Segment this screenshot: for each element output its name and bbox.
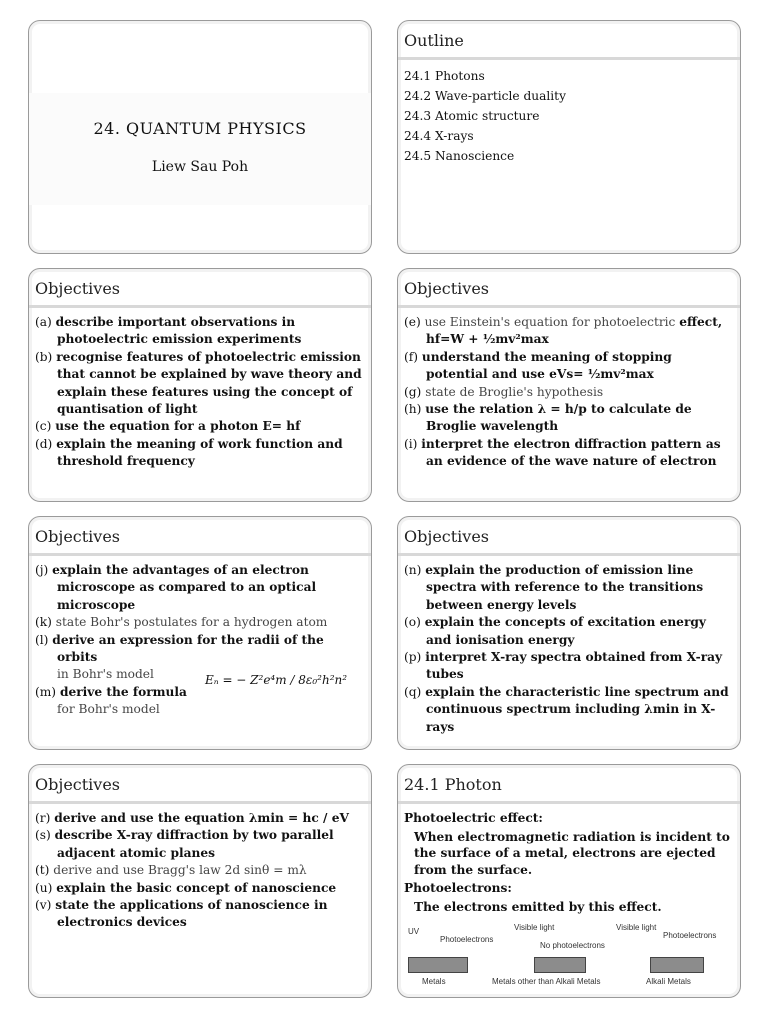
objective-list [398,556,740,736]
metal-block-3 [650,957,704,973]
objective-item: (g) state de Broglie's hypothesis [404,384,604,399]
main-title: 24. QUANTUM PHYSICS [93,119,307,138]
objective-item: (n) explain the production of emission line spectra with reference to the transitions between energy levels [404,563,704,612]
objective-item: (t) derive and use Bragg's law 2d sinθ = mλ [35,863,307,878]
slide-title: Objectives [35,775,121,794]
objective-item: (p) interpret X-ray spectra obtained from X-ray tubes [404,650,723,682]
slide-title: 24.1 Photon [404,775,502,794]
outline-item: 24.1 Photons [404,69,485,83]
objective-list [398,308,740,471]
objective-item: (d) explain the meaning of work function and threshold frequency [35,436,343,469]
metal-block-1 [408,957,468,973]
outline-item: 24.2 Wave-particle duality [404,89,566,103]
slide-objectives-2 [397,268,741,502]
slide-header [398,269,740,308]
outline-item: 24.5 Nanoscience [404,149,515,163]
photoelectrons-label: Photoelectrons [440,935,494,944]
photoelectrons-heading: Photoelectrons: [404,881,512,895]
objective-item: (e) use Einstein's equation for photoelectric effect, hf=W + ½mv²max [404,315,723,347]
slide-objectives-4 [397,516,741,750]
objective-item: (o) explain the concepts of excitation energy and ionisation energy [404,615,706,647]
visible-light-label: Visible light [514,923,555,932]
slide-header [398,765,740,804]
objective-item: (c) use the equation for a photon E= hf [35,419,301,434]
slide-header [29,765,371,804]
objective-item: (k) state Bohr's postulates for a hydrogen atom [35,615,328,630]
slide-title: Objectives [35,527,121,546]
slide-title: Objectives [35,279,121,298]
objective-item: (f) understand the meaning of stopping potential and use eVs= ½mv²max [404,349,672,382]
metals-other-label: Metals other than Alkali Metals [492,977,601,986]
photoelectrons-text: The electrons emitted by this effect. [414,899,662,914]
pe-text: When electromagnetic radiation is incident to the surface of a metal, electrons are ejected from the surface. [414,829,730,877]
objective-list [29,556,371,719]
objective-item: (b) recognise features of photoelectric emission that cannot be explained by wave theory and explain these features using the concept of quantisation of light [35,349,362,417]
slide-title: Objectives [404,279,490,298]
slide-objectives-5 [28,764,372,998]
slide-objectives-3 [28,516,372,750]
slide-header [29,269,371,308]
author-name: Liew Sau Poh [151,159,249,175]
pe-heading: Photoelectric effect: [404,811,543,825]
objective-item: (a) describe important observations in photoelectric emission experiments [35,315,302,347]
visible-light-label-2: Visible light [616,923,657,932]
slide-objectives-1 [28,268,372,502]
objective-item: (u) explain the basic concept of nanoscience [35,880,337,895]
outline-list [398,60,740,166]
metals-label: Metals [422,977,446,986]
objective-item: (l) derive an expression for the radii of the orbits in Bohr's model [35,632,324,682]
outline-item: 24.4 X-rays [404,129,474,143]
objective-item: (j) explain the advantages of an electron microscope as compared to an optical microscope [35,563,317,612]
photon-text [398,804,740,915]
uv-label: UV [408,927,420,936]
objective-item: (s) describe X-ray diffraction by two parallel adjacent atomic planes [35,828,334,860]
objective-item: (i) interpret the electron diffraction pattern as an evidence of the wave nature of electron [404,436,721,469]
objective-item: (r) derive and use the equation λmin = hc / eV [35,811,349,825]
objective-list [29,804,371,932]
slide-header [29,517,371,556]
slide-title: Outline [404,31,464,50]
alkali-metals-label: Alkali Metals [646,977,691,986]
objective-item: (v) state the applications of nanoscience in electronics devices [35,898,328,930]
slide-title: Objectives [404,527,490,546]
objective-item: (q) explain the characteristic line spectrum and continuous spectrum including λmin in X-rays [404,684,729,734]
objective-item: (h) use the relation λ = h/p to calculate de Broglie wavelength [404,402,692,434]
bohr-energy-formula: Eₙ = − Z²e⁴m / 8ε₀²h²n² [205,673,348,687]
outline-item: 24.3 Atomic structure [404,109,540,123]
metal-block-2 [534,957,586,973]
slide-photon [397,764,741,998]
slide-outline [397,20,741,254]
title-band [29,93,371,205]
photoelectrons-label-2: Photoelectrons [663,931,717,940]
slide-header [398,517,740,556]
objective-item: (m) derive the formula for Bohr's model [35,684,187,717]
objective-list [29,308,371,471]
no-photoelectrons-label: No photoelectrons [540,941,605,950]
slide-title-page [28,20,372,254]
slide-header [398,21,740,60]
